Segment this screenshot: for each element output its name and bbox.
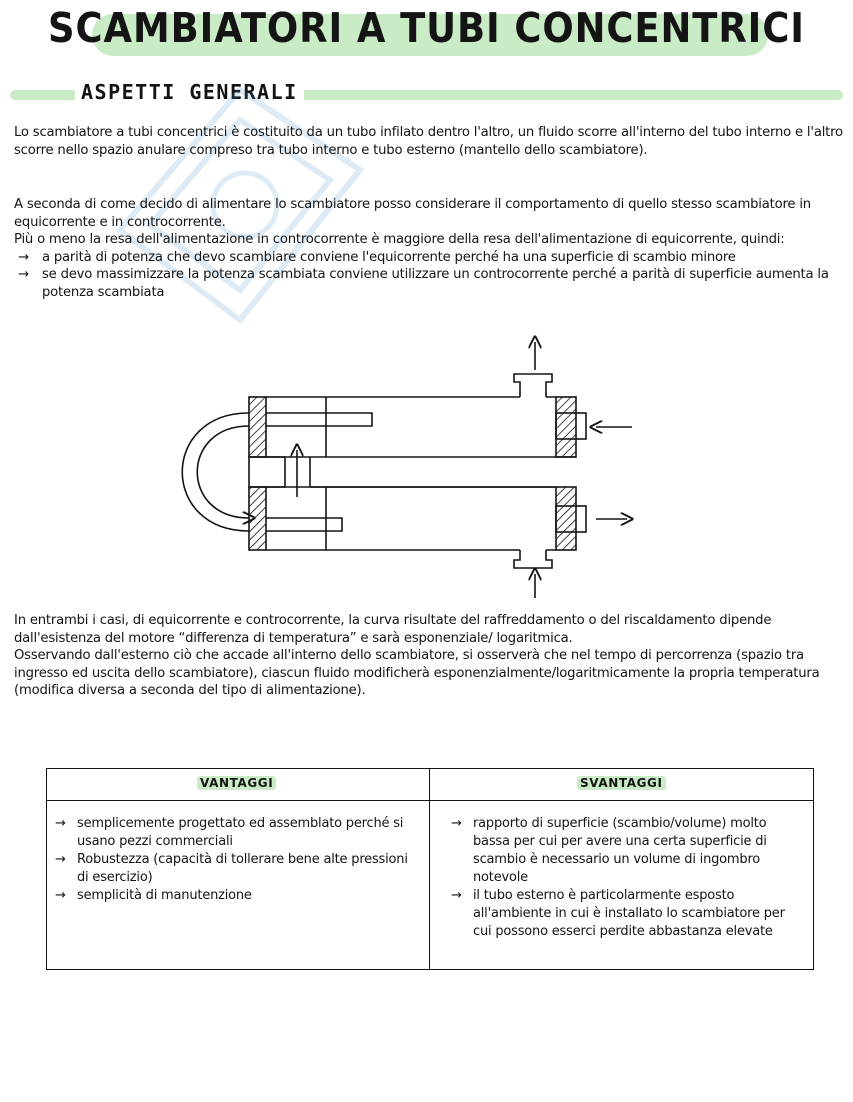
bottom-nozzle <box>514 550 552 568</box>
svantaggi-list <box>449 815 799 941</box>
list-item-text: il tubo esterno è particolarmente esposto all'ambiente in cui è installato lo scambiatore per cui possono esserci perdite abbastanza elevate <box>473 888 785 939</box>
table-divider-horizontal <box>47 800 813 801</box>
bullet-text: a parità di potenza che devo scambiare conviene l'equicorrente perché ha una superficie di scambio minore <box>42 249 736 265</box>
paragraph-line: In entrambi i casi, di equicorrente e controcorrente, la curva risultate del raffreddamento o del riscaldamento dipende dall'esistenza del motore “differenza di temperatura” e sarà esponenziale/ logaritmica. <box>14 613 772 646</box>
paragraph-line: A seconda di come decido di alimentare lo scambiatore posso considerare il comportamento di quello stesso scambiatore in equicorrente e in controcorrente. <box>14 197 811 230</box>
intro-paragraph: Lo scambiatore a tubi concentrici è costituito da un tubo infilato dentro l'altro, un fluido scorre all'interno del tubo interno e l'altro scorre nello spazio anulare compreso tra tubo interno e tubo esterno (mantello dello scambiatore). <box>14 125 843 158</box>
arrow-icon: → <box>55 816 66 831</box>
list-item <box>53 815 417 851</box>
tube-upper <box>266 413 372 426</box>
inner-tube <box>310 457 576 487</box>
bullet-item <box>14 249 844 267</box>
paragraph-curva <box>14 612 844 700</box>
list-item <box>53 851 417 887</box>
arrow-icon: → <box>451 888 462 903</box>
section-title: ASPETTI GENERALI <box>75 80 304 104</box>
left-flange-top <box>249 397 266 457</box>
u-bend-outer <box>182 413 249 531</box>
pros-cons-table <box>46 768 814 970</box>
list-item-text: Robustezza (capacità di tollerare bene alte pressioni di esercizio) <box>77 852 408 885</box>
list-item-text: rapporto di superficie (scambio/volume) molto bassa per cui per avere una certa superficie di scambio è necessario un volume di ingombro notevole <box>473 816 767 885</box>
paragraph-line: Più o meno la resa dell'alimentazione in controcorrente è maggiore della resa dell'alimentazione di equicorrente, quindi: <box>14 232 785 248</box>
header-svantaggi: SVANTAGGI <box>577 776 666 790</box>
paragraph-alimentazione <box>14 196 844 302</box>
list-item <box>53 887 417 905</box>
arrow-icon: → <box>451 816 462 831</box>
u-bend-inner <box>197 426 249 518</box>
shell-top <box>266 397 556 457</box>
right-flange-top <box>556 397 576 457</box>
vantaggi-list <box>53 815 417 905</box>
paragraph-line: Osservando dall'esterno ciò che accade all'interno dello scambiatore, si osserverà che nel tempo di percorrenza (spazio tra ingresso ed uscita dello scambiatore), ciascun fluido modificherà esponenzialmente/logaritmicamente la propria temperatura (modifica diversa a seconda del tipo di alimentazione). <box>14 648 820 699</box>
arrow-icon: → <box>18 267 29 283</box>
list-item-text: semplicemente progettato ed assemblato perché si usano pezzi commerciali <box>77 816 404 849</box>
table-divider-vertical <box>429 769 430 969</box>
list-item <box>449 815 799 887</box>
tube-lower <box>266 518 342 531</box>
list-item <box>449 887 799 941</box>
header-vantaggi: VANTAGGI <box>197 776 276 790</box>
list-item-text: semplicità di manutenzione <box>77 888 252 903</box>
bullet-item <box>14 266 844 301</box>
left-flange-bottom <box>249 487 266 550</box>
arrow-icon: → <box>18 249 29 265</box>
return-block <box>249 457 285 487</box>
arrow-icon: → <box>55 852 66 867</box>
top-nozzle <box>514 374 552 397</box>
page-title: SCAMBIATORI A TUBI CONCENTRICI <box>48 4 805 52</box>
bullet-text: se devo massimizzare la potenza scambiata conviene utilizzare un controcorrente perché a parità di superficie aumenta la potenza scambiata <box>42 267 829 300</box>
heat-exchanger-diagram <box>0 335 853 605</box>
right-flange-bottom <box>556 487 576 550</box>
arrow-icon: → <box>55 888 66 903</box>
